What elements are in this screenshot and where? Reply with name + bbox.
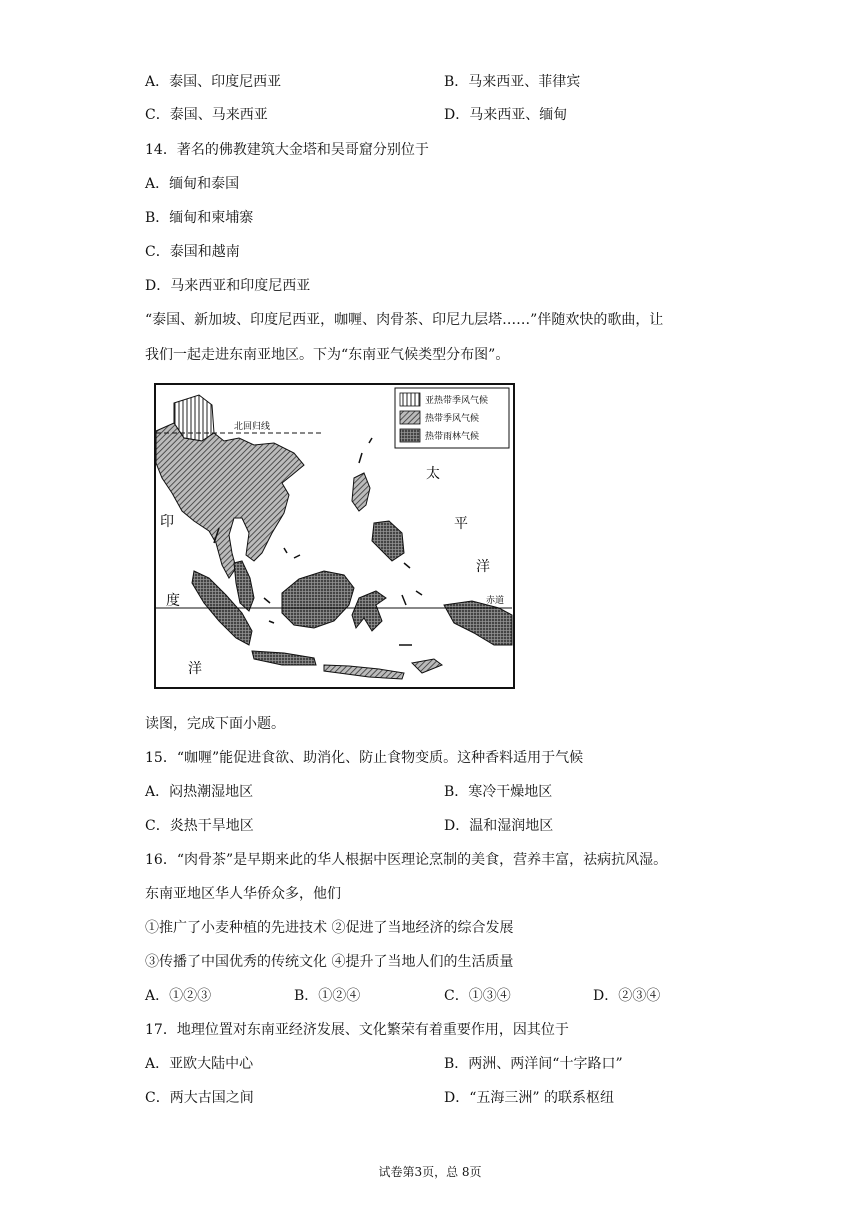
q17-stem: 17．地理位置对东南亚经济发展、文化繁荣有着重要作用，因其位于 <box>145 1022 569 1038</box>
q14-option-a: A．缅甸和泰国 <box>145 176 240 192</box>
q15-stem: 15．“咖喱”能促进食欲、助消化、防止食物变质。这种香料适用于气候 <box>145 750 584 766</box>
q13-option-a: A．泰国、印度尼西亚 <box>145 74 282 90</box>
q16-option-d: D．②③④ <box>593 988 661 1004</box>
q17-option-d: D．“五海三洲” 的联系枢纽 <box>444 1090 614 1106</box>
q14-option-c: C．泰国和越南 <box>145 244 240 260</box>
q13-option-c: C．泰国、马来西亚 <box>145 107 268 123</box>
q15-option-b: B．寒冷干燥地区 <box>444 784 553 800</box>
q16-option-c: C．①③④ <box>444 988 511 1004</box>
ocean-pacific-3: 洋 <box>476 559 490 575</box>
intro-line-1: “泰国、新加坡、印度尼西亚，咖喱、肉骨茶、印尼九层塔……”伴随欢快的歌曲，让 <box>145 312 664 328</box>
legend-swatch-tropical-monsoon <box>400 411 420 424</box>
q16-option-a: A．①②③ <box>145 988 212 1004</box>
q16-option-b: B．①②④ <box>294 988 361 1004</box>
q14-stem: 14．著名的佛教建筑大金塔和吴哥窟分别位于 <box>145 142 429 158</box>
q15-option-d: D．温和湿润地区 <box>444 818 554 834</box>
q15-option-c: C．炎热干旱地区 <box>145 818 254 834</box>
equator-label: 赤道 <box>486 596 505 606</box>
q15-option-a: A．闷热潮湿地区 <box>145 784 254 800</box>
q17-option-a: A．亚欧大陆中心 <box>145 1056 254 1072</box>
q16-items-line-1: ①推广了小麦种植的先进技术 ②促进了当地经济的综合发展 <box>145 920 514 936</box>
map-legend <box>395 388 509 448</box>
q16-stem-line-1: 16．“肉骨茶”是早期来此的华人根据中医理论烹制的美食，营养丰富，祛病抗风湿。 <box>145 852 668 868</box>
q14-option-d: D．马来西亚和印度尼西亚 <box>145 278 311 294</box>
q16-stem-line-2: 东南亚地区华人华侨众多，他们 <box>145 886 341 902</box>
q17-option-c: C．两大古国之间 <box>145 1090 254 1106</box>
ocean-indian-2: 度 <box>166 593 180 609</box>
climate-map <box>154 383 515 689</box>
q17-option-b: B．两洲、两洋间“十字路口” <box>444 1056 623 1072</box>
q14-option-b: B．缅甸和柬埔寨 <box>145 210 254 226</box>
q16-items-line-2: ③传播了中国优秀的传统文化 ④提升了当地人们的生活质量 <box>145 954 514 970</box>
legend-label-tropical-monsoon: 热带季风气候 <box>425 414 480 424</box>
intro-line-2: 我们一起走进东南亚地区。下为“东南亚气候类型分布图”。 <box>145 347 510 363</box>
legend-swatch-subtropical <box>400 393 420 406</box>
ocean-pacific-1: 太 <box>426 466 440 482</box>
read-prompt: 读图，完成下面小题。 <box>145 716 285 732</box>
legend-swatch-rainforest <box>400 429 420 442</box>
q13-option-d: D．马来西亚、缅甸 <box>444 107 568 123</box>
legend-label-rainforest: 热带雨林气候 <box>425 432 480 442</box>
page-footer: 试卷第3页，总 8页 <box>378 1165 482 1179</box>
ocean-indian-1: 印 <box>160 514 174 530</box>
q13-option-b: B．马来西亚、菲律宾 <box>444 74 581 90</box>
ocean-pacific-2: 平 <box>454 516 468 532</box>
ocean-indian-3: 洋 <box>188 661 202 677</box>
legend-label-subtropical: 亚热带季风气候 <box>425 396 489 406</box>
tropic-of-cancer-label: 北回归线 <box>234 422 271 432</box>
